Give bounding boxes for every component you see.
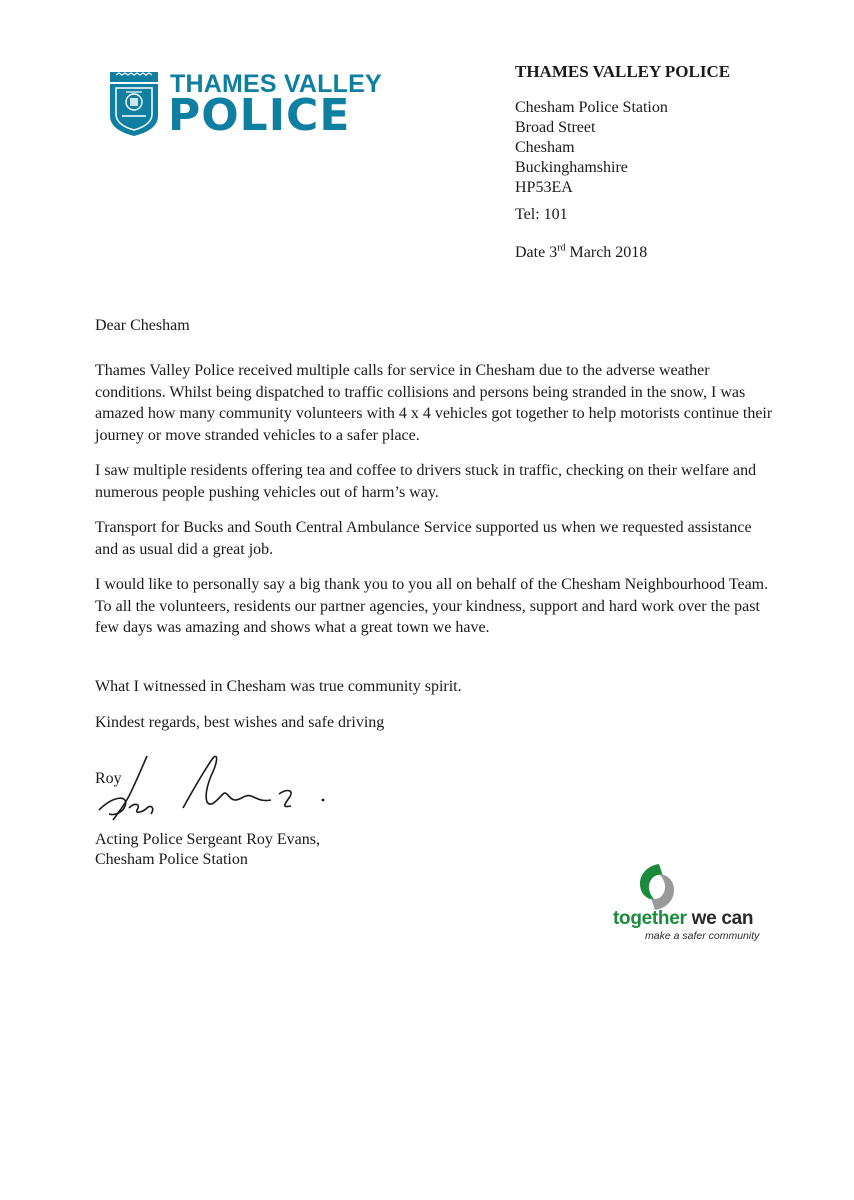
address-line: Chesham Police Station	[515, 99, 668, 116]
address-line: HP53EA	[515, 179, 573, 196]
signature-name: Roy	[95, 770, 122, 787]
together-we-can-subline: make a safer community	[645, 930, 760, 942]
handwritten-signature	[85, 750, 335, 830]
closing: Kindest regards, best wishes and safe driving	[95, 714, 385, 731]
body-paragraph: What I witnessed in Chesham was true community spirit.	[95, 678, 462, 695]
tagline-together: together	[613, 908, 687, 929]
body-paragraph: I saw multiple residents offering tea and coffee to drivers stuck in traffic, checking on their welfare and numerous people pushing vehicles out of harm’s way.	[95, 462, 757, 501]
police-crest-icon	[108, 72, 160, 136]
telephone: Tel: 101	[515, 206, 568, 223]
salutation: Dear Chesham	[95, 317, 190, 334]
tagline-we-can: we can	[686, 908, 754, 929]
together-we-can-tagline	[613, 908, 753, 930]
signer-station: Chesham Police Station	[95, 851, 248, 868]
address-block	[515, 98, 668, 198]
signer-title: Acting Police Sergeant Roy Evans,	[95, 831, 320, 848]
body-paragraph: Thames Valley Police received multiple calls for service in Chesham due to the adverse weather conditions. Whilst being dispatched to traffic collisions and persons being stranded in the snow, I was amazed how many community volunteers with 4 x 4 vehicles got together to help motorists continue their journey or move stranded vehicles to a safer place.	[95, 362, 773, 444]
logo-line-1: THAMES VALLEY	[170, 70, 382, 98]
together-we-can-swirl-icon	[635, 862, 679, 912]
date-ordinal: rd	[557, 242, 566, 254]
address-line: Broad Street	[515, 119, 596, 136]
logo-line-2: POLICE	[168, 90, 351, 141]
address-line: Chesham	[515, 139, 575, 156]
date-suffix: March 2018	[565, 244, 648, 261]
thames-valley-police-logo	[108, 68, 398, 140]
date-prefix: Date 3	[515, 244, 558, 261]
body-paragraph: I would like to personally say a big thank you to you all on behalf of the Chesham Neighbourhood Team. To all the volunteers, residents our partner agencies, your kindness, support and hard work over the past few days was amazing and shows what a great town we have.	[95, 576, 769, 636]
body-paragraph: Transport for Bucks and South Central Ambulance Service supported us when we requested assistance and as usual did a great job.	[95, 519, 752, 558]
together-we-can-logo	[605, 862, 780, 946]
letter-date	[515, 244, 647, 262]
signer-block	[95, 830, 320, 870]
organisation-name: THAMES VALLEY POLICE	[515, 62, 731, 81]
address-line: Buckinghamshire	[515, 159, 628, 176]
